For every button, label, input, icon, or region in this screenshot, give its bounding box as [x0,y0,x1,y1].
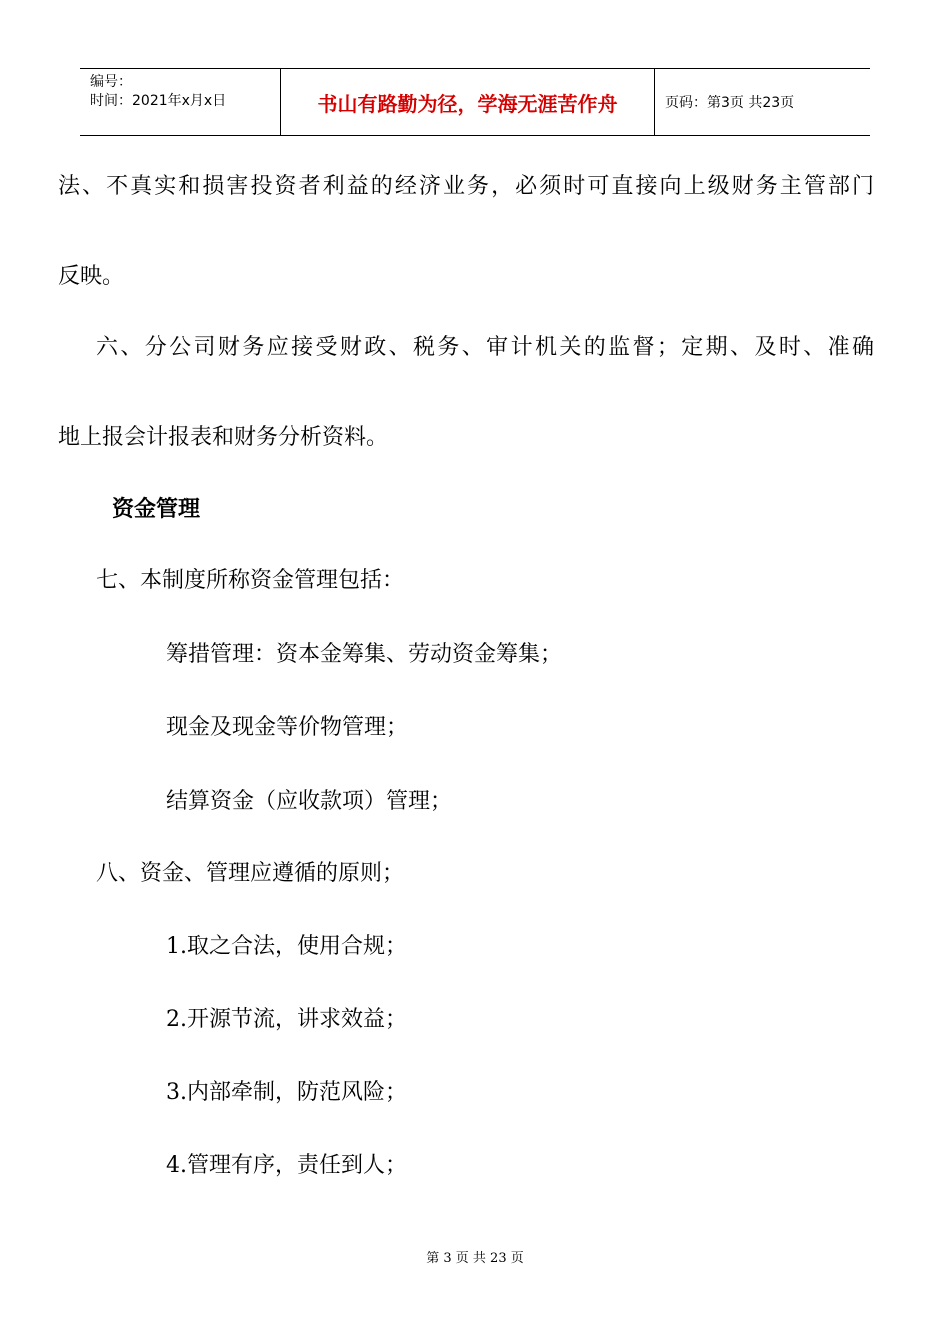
item-7-sub-2: 现金及现金等价物管理； [166,715,409,740]
item-7: 七、本制度所称资金管理包括： [96,568,405,593]
section-title: 资金管理 [112,496,201,522]
header-meta [80,69,281,135]
item-8: 八、资金、管理应遵循的原则； [96,861,405,886]
item-7-sub-3: 结算资金（应收款项）管理； [166,789,453,814]
item-8-sub-4: 4.管理有序，责任到人； [166,1153,407,1178]
page-header [80,68,870,136]
header-motto: 书山有路勤为径，学海无涯苦作舟 [281,69,655,135]
body-line-1: 法、不真实和损害投资者利益的经济业务，必须时可直接向上级财务主管部门 [58,174,874,199]
doc-number-label: 编号： [90,74,132,90]
body-line-4: 地上报会计报表和财务分析资料。 [58,425,389,450]
body-line-2: 反映。 [58,264,125,289]
header-page-info: 页码：第3页 共23页 [665,95,795,111]
page-footer: 第 3 页 共 23 页 [426,1251,524,1266]
item-8-sub-3: 3.内部牵制，防范风险； [166,1080,407,1105]
body-line-3: 六、分公司财务应接受财政、税务、审计机关的监督；定期、及时、准确 [96,335,874,360]
doc-time-label: 时间：2021年x月x日 [90,93,227,109]
item-8-sub-2: 2.开源节流，讲求效益； [166,1007,407,1032]
item-7-sub-1: 筹措管理：资本金筹集、劳动资金筹集； [166,642,563,667]
item-8-sub-1: 1.取之合法，使用合规； [166,934,407,959]
